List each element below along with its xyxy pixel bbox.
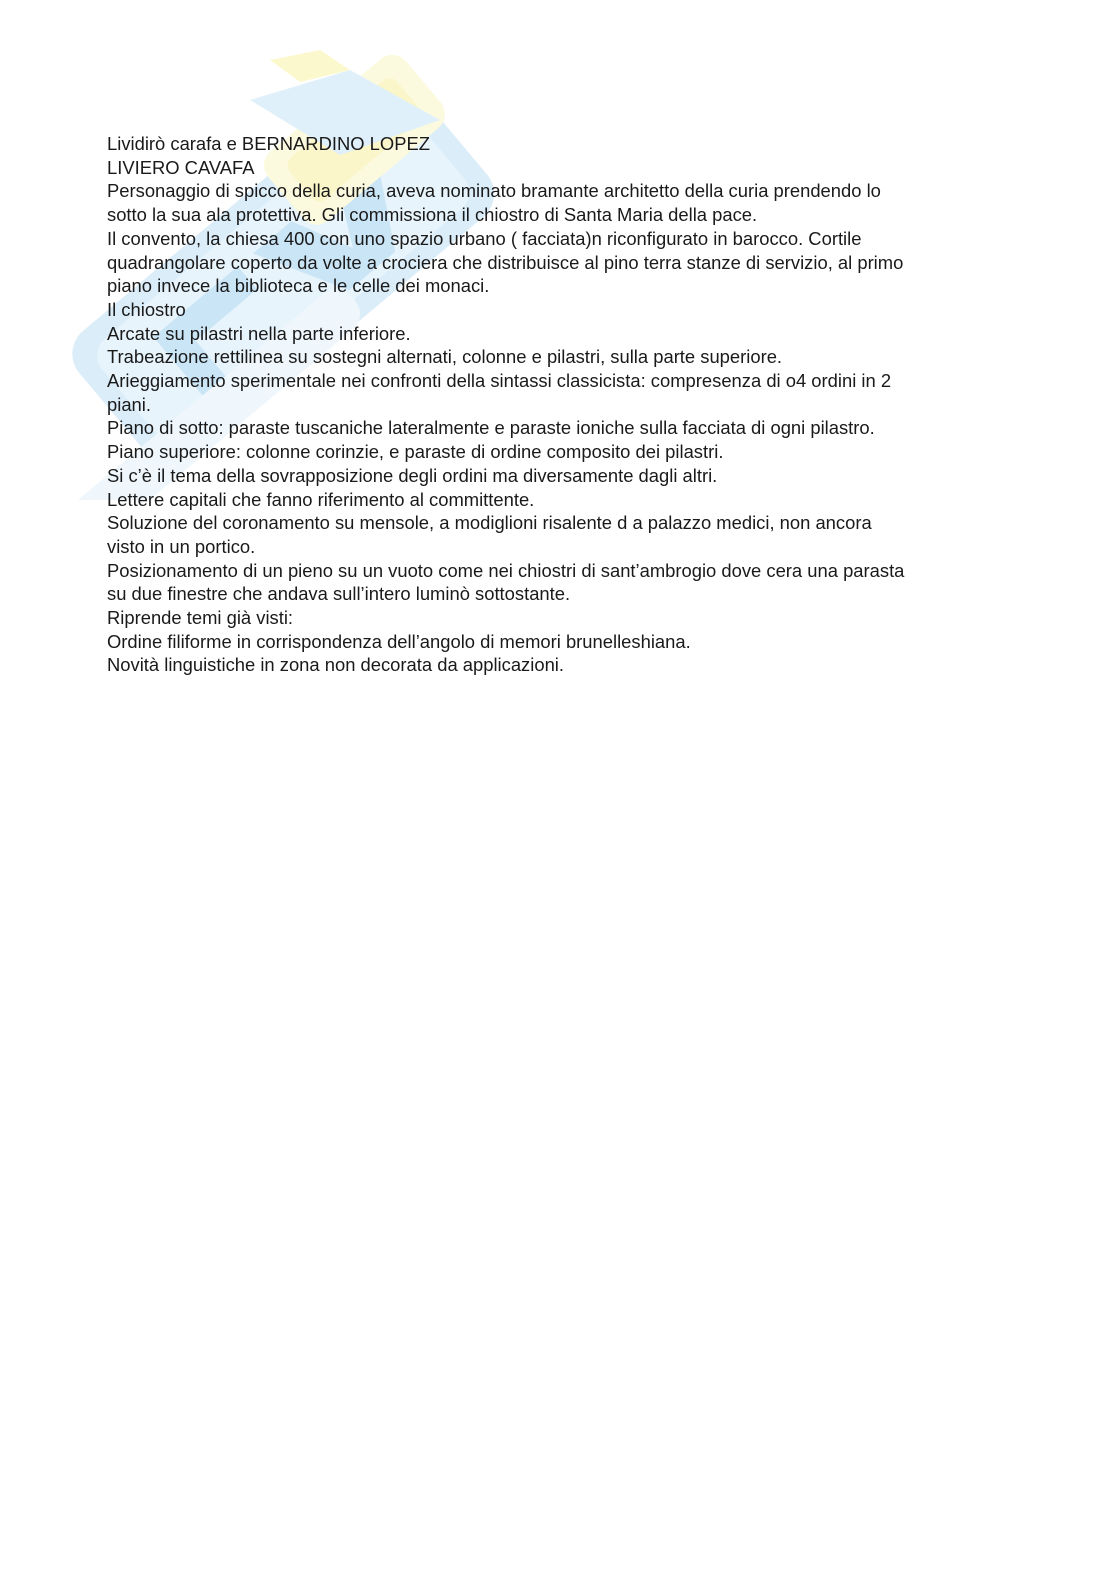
text-line: Piano di sotto: paraste tuscaniche lateralmente e paraste ioniche sulla facciata di ogni pilastro. [107,417,875,439]
text-line: sotto la sua ala protettiva. Gli commissiona il chiostro di Santa Maria della pace. [107,204,758,226]
text-line: Trabeazione rettilinea su sostegni alternati, colonne e pilastri, sulla parte superiore. [107,346,783,368]
text-line: Arcate su pilastri nella parte inferiore. [107,322,411,344]
text-line: su due finestre che andava sull’intero luminò sottostante. [107,583,571,605]
text-line: Soluzione del coronamento su mensole, a modiglioni risalente d a palazzo medici, non ancora [107,512,872,534]
text-line: Personaggio di spicco della curia, aveva nominato bramante architetto della curia prendendo lo [107,180,881,202]
text-line: LIVIERO CAVAFA [107,156,255,178]
text-line: Posizionamento di un pieno su un vuoto come nei chiostri di sant’ambrogio dove cera una parasta [107,559,905,581]
text-line: Lettere capitali che fanno riferimento al committente. [107,488,535,510]
text-line: Il chiostro [107,298,186,320]
text-line: piani. [107,393,151,415]
text-line: Ordine filiforme in corrispondenza dell’angolo di memori brunelleshiana. [107,630,691,652]
document-body [107,132,1007,677]
text-line: Si c’è il tema della sovrapposizione degli ordini ma diversamente dagli altri. [107,464,718,486]
text-line: Lividirò carafa e BERNARDINO LOPEZ [107,133,430,154]
text-line: Arieggiamento sperimentale nei confronti della sintassi classicista: compresenza di o4 ordini in 2 [107,370,892,392]
text-line: piano invece la biblioteca e le celle dei monaci. [107,275,490,297]
text-line: Novità linguistiche in zona non decorata da applicazioni. [107,654,564,676]
text-line: quadrangolare coperto da volte a crociera che distribuisce al pino terra stanze di servizio, al primo [107,251,904,273]
text-line: Il convento, la chiesa 400 con uno spazio urbano ( facciata)n riconfigurato in barocco. Cortile [107,227,862,249]
text-line: Riprende temi già visti: [107,607,294,629]
text-line: Piano superiore: colonne corinzie, e paraste di ordine composito dei pilastri. [107,441,724,463]
text-line: visto in un portico. [107,535,256,557]
